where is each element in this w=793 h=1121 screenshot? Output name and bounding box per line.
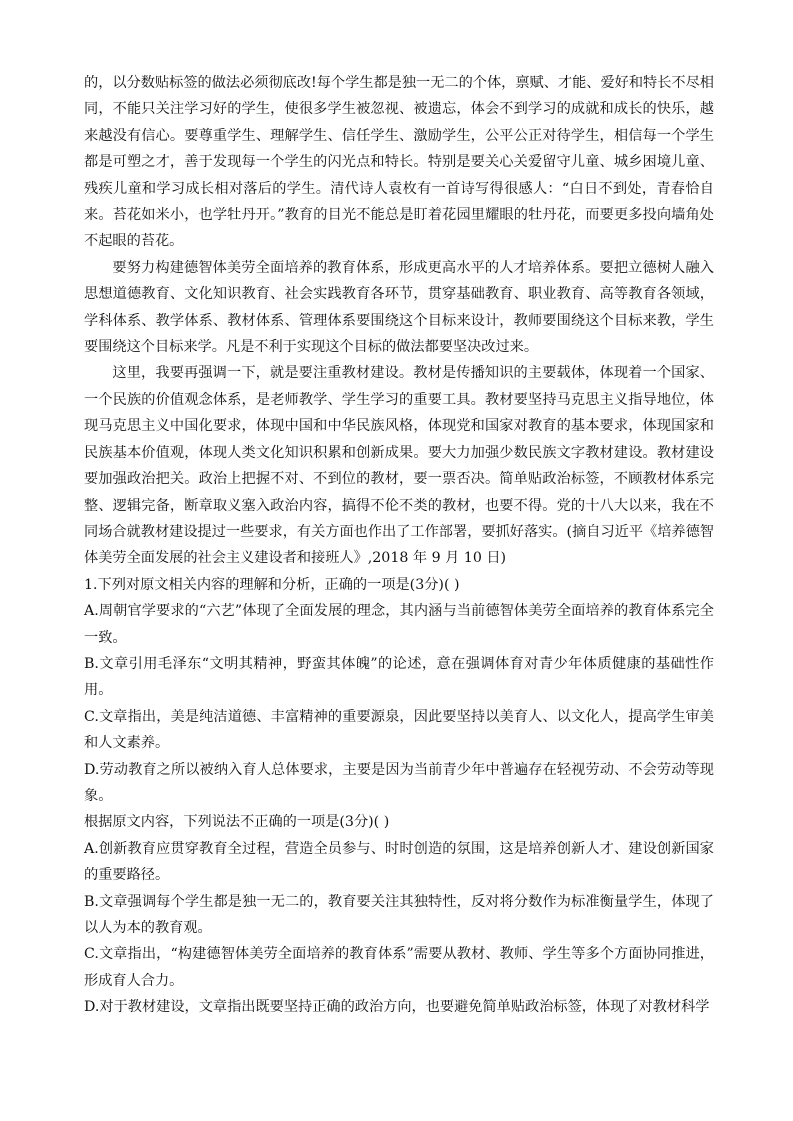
question-2-option-c: C.文章指出，“构建德智体美劳全面培养的教育体系”需要从教材、教师、学生等多个方面协同推进，形成育人合力。 [84,946,714,989]
question-1-option-c: C.文章指出，美是纯洁道德、丰富精神的重要源泉，因此要坚持以美育人、以文化人，提高学生审美和人文素养。 [84,708,714,752]
question-1 [84,572,714,810]
question-2-option-a: A.创新教育应贯穿教育全过程，营造全员参与、时时创造的氛围，这是培养创新人才、建设创新国家的重要路径。 [84,840,714,884]
question-1-option-a: A.周朝官学要求的“六艺”体现了全面发展的理念，其内涵与当前德智体美劳全面培养的教育体系完全一致。 [84,603,714,646]
question-1-option-b: B.文章引用毛泽东“文明其精神，野蛮其体魄”的论述，意在强调体育对青少年体质健康的基础性作用。 [84,655,714,699]
question-2-stem: 根据原文内容，下列说法不正确的一项是(3分)( ) [84,814,390,831]
body-paragraph-3: 这里，我要再强调一下，就是要注重教材建设。教材是传播知识的主要载体，体现着一个国家、一个民族的价值观念体系，是老师教学、学生学习的重要工具。教材要坚持马克思主义指导地位，体现马克思主义中国化要求，体现中国和中华民族风格，体现党和国家对教育的基本要求，体现国家和民族基本价值观，体现人类文化知识积累和创新成果。要大力加强少数民族文字教材建设。教材建设要加强政治把关。政治上把握不对、不到位的教材，要一票否决。简单贴政治标签，不顾教材体系完整、逻辑完备，断章取义塞入政治内容，搞得不伦不类的教材，也要不得。党的十八大以来，我在不同场合就教材建设提过一些要求，有关方面也作出了工作部署，要抓好落实。(摘自习近平《培养德智体美劳全面发展的社会主义建设者和接班人》,2018 年 9 月 10 日) [84,365,714,567]
document-page [84,70,714,1021]
question-2 [84,809,714,1020]
question-2-option-d: D.对于教材建设，文章指出既要坚持正确的政治方向，也要避免简单贴政治标签，体现了对教材科学 [84,999,710,1016]
question-1-stem: 1.下列对原文相关内容的理解和分析，正确的一项是(3分)( ) [84,576,460,593]
body-paragraph-1: 的，以分数贴标签的做法必须彻底改!每个学生都是独一无二的个体，禀赋、才能、爱好和特长不尽相同，不能只关注学习好的学生，使很多学生被忽视、被遗忘，体会不到学习的成就和成长的快乐，越来越没有信心。要尊重学生、理解学生、信任学生、激励学生，公平公正对待学生，相信每一个学生都是可塑之才，善于发现每一个学生的闪光点和特长。特别是要关心关爱留守儿童、城乡困境儿童、残疾儿童和学习成长相对落后的学生。清代诗人袁枚有一首诗写得很感人：“白日不到处，青春恰自来。苔花如米小，也学牡丹开。”教育的目光不能总是盯着花园里耀眼的牡丹花，而要更多投向墙角处不起眼的苔花。 [84,75,714,250]
question-2-option-b: B.文章强调每个学生都是独一无二的，教育要关注其独特性，反对将分数作为标准衡量学生，体现了以人为本的教育观。 [84,893,714,936]
body-paragraph-2: 要努力构建德智体美劳全面培养的教育体系，形成更高水平的人才培养体系。要把立德树人融入思想道德教育、文化知识教育、社会实践教育各环节，贯穿基础教育、职业教育、高等教育各领域，学科体系、教学体系、教材体系、管理体系要围绕这个目标来设计，教师要围绕这个目标来教，学生要围绕这个目标来学。凡是不利于实现这个目标的做法都要坚决改过来。 [84,259,714,356]
question-1-option-d: D.劳动教育之所以被纳入育人总体要求，主要是因为当前青少年中普遍存在轻视劳动、不会劳动等现象。 [84,761,714,804]
